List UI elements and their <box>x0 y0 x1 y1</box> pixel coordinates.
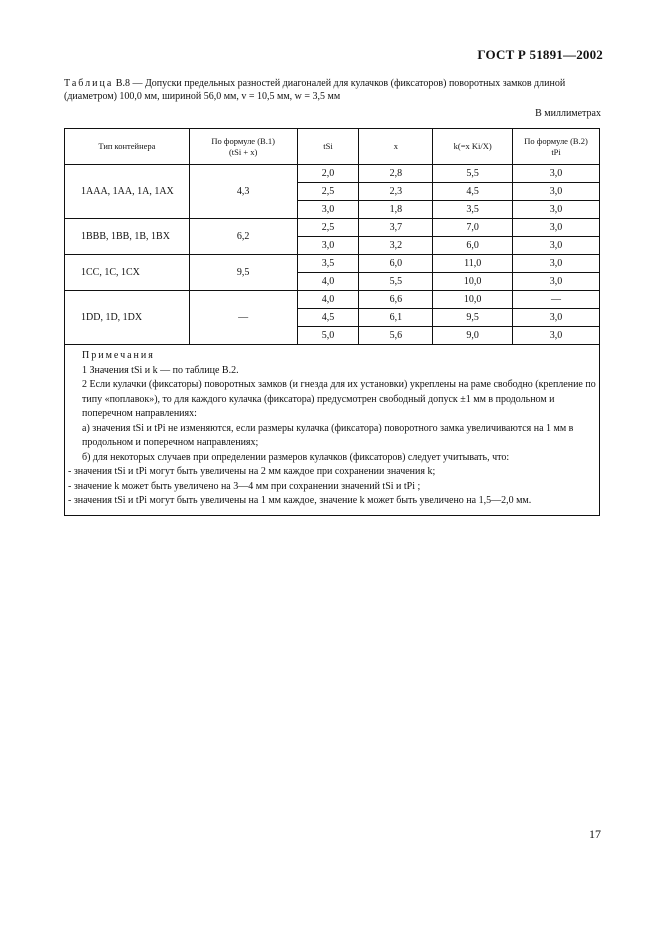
k-cell: 9,0 <box>433 327 513 345</box>
formula-b2-cell: 3,0 <box>513 273 600 291</box>
k-cell: 7,0 <box>433 219 513 237</box>
units-label: В миллиметрах <box>535 108 601 119</box>
table-row <box>65 219 600 237</box>
x-cell: 5,5 <box>359 273 433 291</box>
page-number: 17 <box>589 827 601 841</box>
caption-label: Таблица <box>64 78 114 89</box>
table-caption <box>64 77 600 103</box>
container-type-cell: 1DD, 1D, 1DX <box>65 291 190 345</box>
x-cell: 2,8 <box>359 165 433 183</box>
ts-cell: 3,0 <box>297 201 359 219</box>
x-cell: 6,0 <box>359 255 433 273</box>
x-cell: 6,1 <box>359 309 433 327</box>
note-2a: а) значения tSi и tPi не изменяются, если размеры кулачка (фиксатора) поворотного замка увеличиваются на 1 мм в продольном и поперечном направлениях; <box>82 422 574 448</box>
k-cell: 3,5 <box>433 201 513 219</box>
x-cell: 2,3 <box>359 183 433 201</box>
formula-b2-cell: 3,0 <box>513 165 600 183</box>
ts-cell: 3,5 <box>297 255 359 273</box>
x-cell: 5,6 <box>359 327 433 345</box>
ts-cell: 3,0 <box>297 237 359 255</box>
header-formula-b1: По формуле (В.1) (tSi + x) <box>189 129 297 165</box>
formula-b2-cell: — <box>513 291 600 309</box>
note-dash-3: - значения tSi и tPi могут быть увеличены на 1 мм каждое, значение k может быть увеличено на 1,5—2,0 мм. <box>68 495 532 506</box>
table-row <box>65 255 600 273</box>
caption-text: В.8 — Допуски предельных разностей диагоналей для кулачков (фиксаторов) поворотных замков длиной (диаметром) 100,0 мм, шириной 56,0 мм, v = 10,5 мм, w = 3,5 мм <box>64 78 566 102</box>
x-cell: 1,8 <box>359 201 433 219</box>
header-formula-b2-sub: tPi <box>551 146 561 157</box>
ts-cell: 4,0 <box>297 291 359 309</box>
formula-b2-cell: 3,0 <box>513 327 600 345</box>
formula-b1-cell: — <box>189 291 297 345</box>
formula-b1-cell: 4,3 <box>189 165 297 219</box>
ts-cell: 5,0 <box>297 327 359 345</box>
container-type-cell: 1BBB, 1BB, 1B, 1BX <box>65 219 190 255</box>
formula-b2-cell: 3,0 <box>513 201 600 219</box>
k-cell: 4,5 <box>433 183 513 201</box>
note-dash-1: - значения tSi и tPi могут быть увеличены на 2 мм каждое при сохранении значения k; <box>68 466 436 477</box>
k-cell: 5,5 <box>433 165 513 183</box>
container-type-cell: 1CC, 1C, 1CX <box>65 255 190 291</box>
notes-title: Примечания <box>82 350 155 361</box>
formula-b2-cell: 3,0 <box>513 219 600 237</box>
formula-b2-cell: 3,0 <box>513 183 600 201</box>
table-row <box>65 165 600 183</box>
x-cell: 6,6 <box>359 291 433 309</box>
formula-b1-cell: 6,2 <box>189 219 297 255</box>
k-cell: 9,5 <box>433 309 513 327</box>
note-2: 2 Если кулачки (фиксаторы) поворотных замков (и гнезда для их установки) укреплены на раме свободно (крепление по типу «поплавок»), то для каждого кулачка (фиксатора) предусмотрен свободный допуск ±1 мм в продольном и поперечном направлениях: <box>82 379 596 419</box>
table-row <box>65 291 600 309</box>
formula-b2-cell: 3,0 <box>513 237 600 255</box>
ts-cell: 4,5 <box>297 309 359 327</box>
formula-b1-cell: 9,5 <box>189 255 297 291</box>
formula-b2-cell: 3,0 <box>513 309 600 327</box>
note-1: 1 Значения tSi и k — по таблице В.2. <box>82 364 239 376</box>
k-cell: 6,0 <box>433 237 513 255</box>
tolerance-table <box>64 128 600 516</box>
header-formula-b1-sub: (tSi + x) <box>228 146 258 157</box>
k-cell: 11,0 <box>433 255 513 273</box>
header-k: k(=x Ki/X) <box>433 129 513 165</box>
notes-cell <box>65 345 600 516</box>
formula-b2-cell: 3,0 <box>513 255 600 273</box>
container-type-cell: 1AAA, 1AA, 1A, 1AX <box>65 165 190 219</box>
note-2b: б) для некоторых случаев при определении размеров кулачков (фиксаторов) следует учитывать, что: <box>82 451 510 463</box>
header-ts: tSi <box>297 129 359 165</box>
ts-cell: 4,0 <box>297 273 359 291</box>
header-x: x <box>359 129 433 165</box>
k-cell: 10,0 <box>433 291 513 309</box>
x-cell: 3,7 <box>359 219 433 237</box>
k-cell: 10,0 <box>433 273 513 291</box>
header-formula-b2: По формуле (В.2) tPi <box>513 129 600 165</box>
notes-row <box>65 345 600 516</box>
header-container-type: Тип контейнера <box>65 129 190 165</box>
ts-cell: 2,5 <box>297 183 359 201</box>
ts-cell: 2,0 <box>297 165 359 183</box>
note-dash-2: - значение k может быть увеличено на 3—4 мм при сохранении значений tSi и tPi ; <box>68 480 421 492</box>
ts-cell: 2,5 <box>297 219 359 237</box>
table-header-row <box>65 129 600 165</box>
page-header: ГОСТ Р 51891—2002 <box>477 47 603 62</box>
x-cell: 3,2 <box>359 237 433 255</box>
